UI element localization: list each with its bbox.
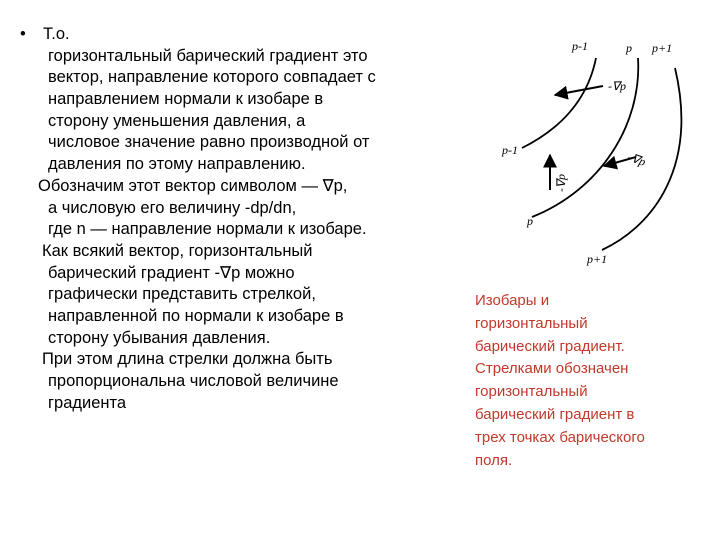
gradient-arrow-upper: [555, 86, 603, 95]
text-line: Обозначим этот вектор символом — ∇р,: [38, 176, 348, 195]
text-line: а числовую его величину -dp/dn,: [48, 198, 297, 217]
caption-line: горизонтальный: [475, 314, 588, 332]
caption-line: барический градиент.: [475, 337, 625, 355]
caption-line: горизонтальный: [475, 383, 588, 401]
text-line: направленной по нормали к изобаре в: [48, 306, 344, 325]
caption-line: трех точках барического: [475, 428, 645, 446]
main-text: [20, 24, 460, 414]
caption-line: Стрелками обозначен: [475, 360, 629, 378]
label-top-p-minus-1: p-1: [572, 39, 588, 53]
isobar-p-minus-1: [522, 58, 596, 148]
label-top-p-plus-1: p+1: [652, 41, 673, 55]
text-line: Как всякий вектор, горизонтальный: [42, 241, 313, 260]
label-bottom-p-plus-1: p+1: [587, 252, 608, 266]
caption-line: Изобары и: [475, 292, 550, 309]
text-line: градиента: [48, 393, 127, 412]
label-left-p-minus-1: p-1: [502, 143, 518, 157]
text-line: направлением нормали к изобаре в: [48, 90, 324, 109]
text-line: пропорциональна числовой величине: [48, 372, 339, 390]
text-line: барический градиент -∇р можно: [48, 263, 295, 282]
text-line: [20, 24, 460, 46]
text-line: сторону убывания давления.: [48, 328, 271, 347]
bullet-icon: •: [20, 25, 26, 43]
label-gradient-middle: -∇p: [554, 173, 568, 192]
text-line: где n — направление нормали к изобаре.: [48, 220, 367, 239]
label-top-p: p: [626, 41, 632, 55]
text-line: числовое значение равно производной от: [48, 133, 370, 152]
text-line: сторону уменьшения давления, а: [48, 111, 306, 130]
text-line-content: Т.о.: [43, 25, 70, 43]
figure-caption: [475, 290, 705, 472]
text-line: вектор, направление которого совпадает с: [48, 68, 376, 87]
caption-line: поля.: [475, 451, 513, 469]
text-line: горизонтальный барический градиент это: [48, 46, 368, 65]
caption-line: барический градиент в: [475, 405, 635, 423]
isobar-diagram: [470, 20, 700, 270]
text-line: При этом длина стрелки должна быть: [42, 350, 333, 369]
text-line: графически представить стрелкой,: [48, 285, 316, 304]
label-gradient-upper: -∇p: [608, 79, 627, 93]
label-gradient-right: -∇p: [625, 149, 648, 169]
label-middle-p: p: [527, 214, 533, 228]
text-line: давления по этому направлению.: [48, 155, 306, 174]
